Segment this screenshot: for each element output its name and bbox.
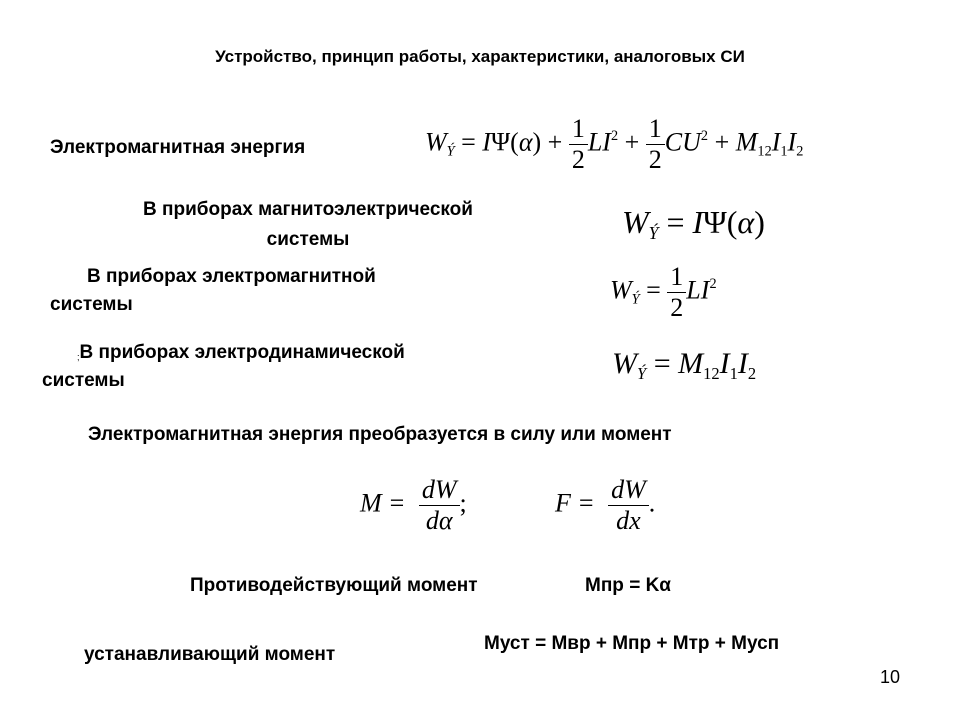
em-energy-formula: WÝ = IΨ(α) + $\frac{1}{2}$ $LI^2$ + $\frac{1}{2}$ $CU^2 + M_{12}I_1I_2$ [425, 114, 804, 174]
setting-moment-label: устанавливающий момент [84, 644, 336, 665]
electromagnetic-line2: системы [50, 294, 133, 315]
electrodynamic-formula: WÝ = $M_{12}I_1I_2$ [612, 347, 757, 383]
setting-moment-formula: Муст = Мвр + Мпр + Мтр + Мусп [484, 633, 780, 654]
magnetoelectric-label [98, 195, 518, 255]
page-title: Устройство, принцип работы, характеристики, аналоговых СИ [215, 47, 745, 66]
electrodynamic-line2: системы [42, 370, 125, 391]
magnetoelectric-line2: системы [266, 229, 350, 250]
electromagnetic-formula: WÝ = $\frac{1}{2}$ $LI^2$ [610, 262, 717, 322]
em-energy-label: Электромагнитная энергия [50, 137, 306, 158]
counter-moment-label: Противодействующий момент [190, 575, 478, 596]
electrodynamic-line1: ;В приборах электродинамической [77, 342, 405, 363]
electromagnetic-line1: В приборах электромагнитной [87, 266, 376, 287]
conversion-text: Электромагнитная энергия преобразуется в силу или момент [88, 424, 672, 445]
counter-moment-formula: Мпр = Kα [585, 575, 671, 596]
magnetoelectric-formula: WÝ = IΨ(α) [622, 204, 765, 244]
magnetoelectric-line1: В приборах магнитоэлектрической [143, 199, 473, 220]
moment-formula: M = $\frac{dW}{d\alpha}$ ; [360, 475, 467, 535]
force-formula: F = $\frac{dW}{dx}$ . [555, 475, 656, 535]
page-number: 10 [879, 667, 900, 687]
